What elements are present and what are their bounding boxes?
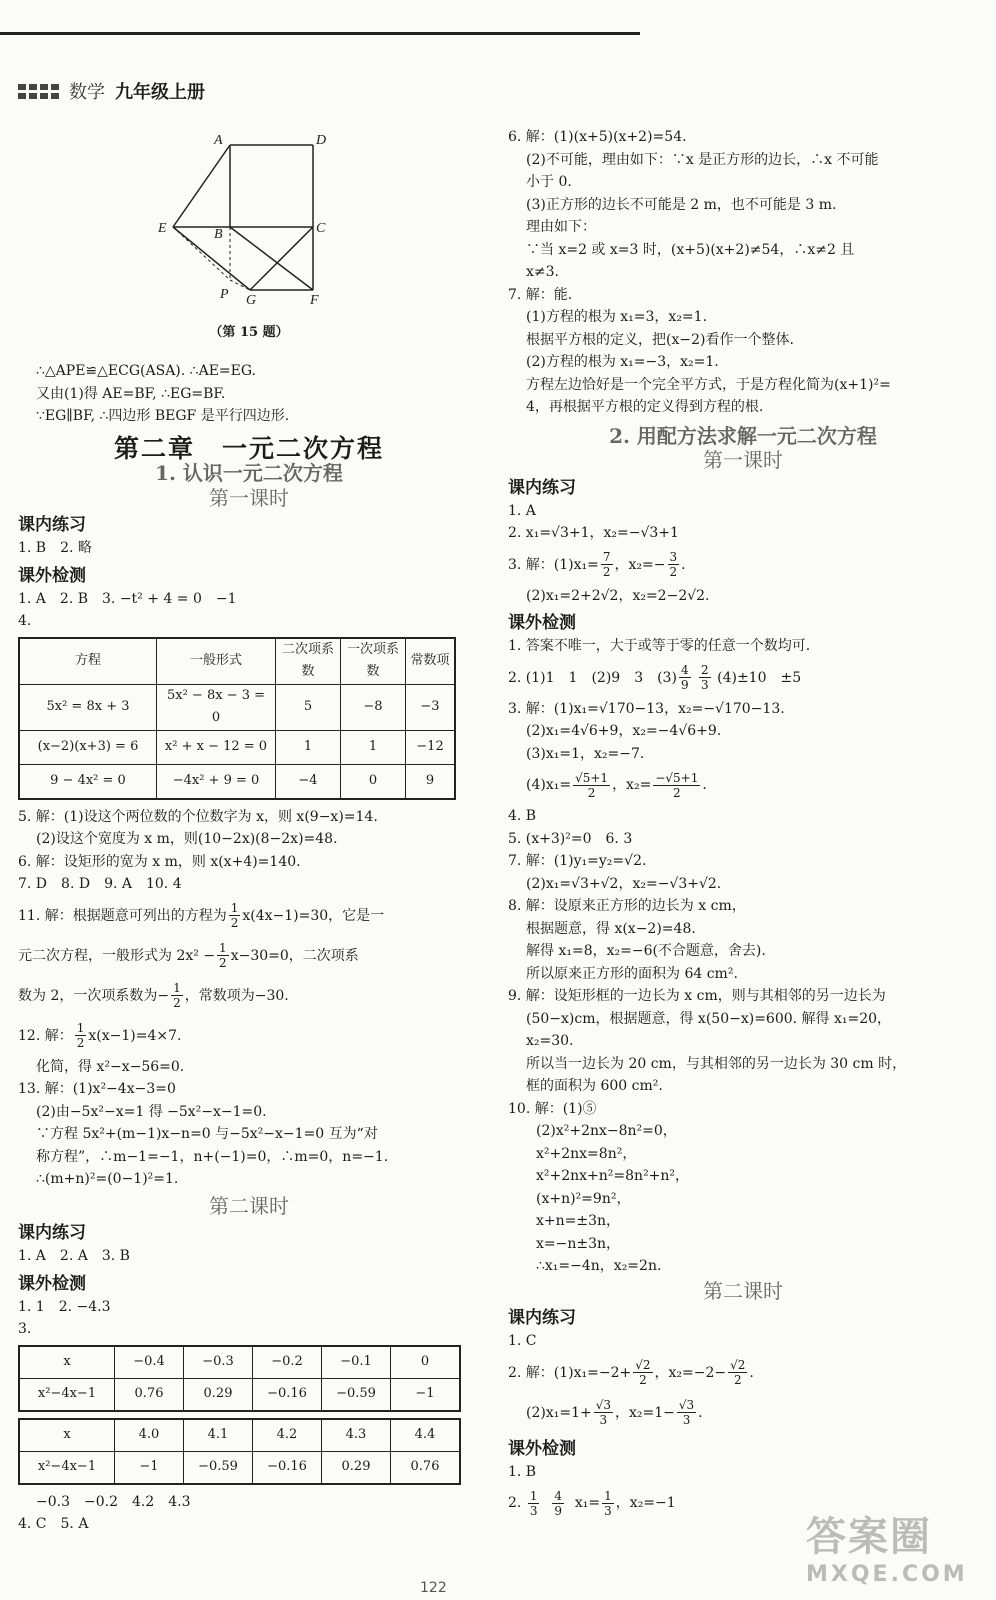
- answer-line: 9. 解：设矩形框的一边长为 x cm，则与其相邻的另一边长为: [508, 988, 886, 1004]
- table-cell: −1: [391, 1378, 461, 1411]
- answer-line: 12. 解： $\frac{1}{2}$ x(x−1)=4×7.: [18, 1021, 182, 1050]
- section-title: 1. 认识一元二次方程: [155, 461, 343, 485]
- table-cell: 0.29: [184, 1378, 253, 1411]
- proof-line: 又由(1)得 AE=BF, ∴EG=BF.: [36, 385, 226, 402]
- lesson-title: 第一课时: [703, 448, 783, 472]
- table-cell: 9: [406, 764, 456, 799]
- answer-line: 1. A 2. A 3. B: [18, 1248, 130, 1264]
- label-C: C: [316, 221, 326, 236]
- answer-line: 4. C 5. A: [18, 1516, 89, 1532]
- table-cell: −3: [406, 684, 456, 730]
- table-cell: 0: [341, 764, 406, 799]
- answer-line: 方程左边恰好是一个完全平方式，于是方程化简为(x+1)²=: [526, 376, 891, 393]
- table-cell: −12: [406, 730, 456, 764]
- figure-caption: （第 15 题）: [209, 324, 289, 340]
- answer-line: x≠3.: [526, 264, 559, 280]
- left-column: [18, 120, 480, 1536]
- answer-line: (2)x₁=√3+√2，x₂=−√3+√2.: [526, 875, 722, 892]
- answer-line: (x+n)²=9n²，: [536, 1190, 631, 1207]
- table-cell: −0.2: [253, 1346, 322, 1379]
- answer-line: 7. 解：能.: [508, 286, 573, 303]
- answer-line: ∵当 x=2 或 x=3 时，(x+5)(x+2)≠54，∴x≠2 且: [526, 241, 855, 258]
- heading-after-class: 课外检测: [18, 565, 86, 586]
- table-cell: −0.3: [184, 1346, 253, 1379]
- answer-line: 2. 解：(1)x₁=−2+ $\frac{√2}{2}$ ，x₂=−2− $\frac{√2}{2}$ .: [508, 1358, 754, 1387]
- answer-line: x=−n±3n，: [536, 1235, 621, 1252]
- heading-in-class: 课内练习: [508, 477, 576, 498]
- table-cell: 0: [391, 1346, 461, 1379]
- answer-line: 所以原来正方形的面积为 64 cm².: [526, 965, 738, 982]
- table-header: 一次项系数: [341, 638, 406, 685]
- answer-line: (2)x₁=1+ $\frac{√3}{3}$ ，x₂=1− $\frac{√3}{3}$ .: [526, 1398, 703, 1427]
- lesson-title: 第一课时: [209, 485, 289, 510]
- table-cell: (x−2)(x+3) = 6: [19, 730, 157, 764]
- label-A: A: [214, 133, 223, 148]
- answer-line: ∵方程 5x²+(m−1)x−n=0 与−5x²−x−1=0 互为“对: [36, 1126, 378, 1142]
- answer-line: 解得 x₁=8，x₂=−6(不合题意，舍去).: [526, 943, 766, 959]
- table-cell: 5x² = 8x + 3: [19, 684, 157, 730]
- table-cell: −0.59: [322, 1378, 391, 1411]
- answer-line: 框的面积为 600 cm².: [526, 1078, 663, 1094]
- page-header: [18, 78, 205, 104]
- table-cell: x: [19, 1419, 115, 1452]
- page-number: 122: [420, 1580, 447, 1596]
- table-cell: 0.76: [115, 1378, 184, 1411]
- table-cell: 0.29: [322, 1451, 391, 1484]
- table-cell: −0.16: [253, 1378, 322, 1411]
- lesson-title: 第二课时: [703, 1278, 783, 1303]
- answer-line: (2)方程的根为 x₁=−3，x₂=1.: [526, 354, 719, 370]
- answer-line: 10. 解：(1)⑤: [508, 1100, 597, 1117]
- label-E: E: [158, 221, 167, 236]
- table-cell: 1: [276, 730, 341, 764]
- label-B: B: [214, 227, 223, 242]
- answer-line: 1. A 2. B 3. −t² + 4 = 0 −1: [18, 590, 237, 607]
- table-header: 二次项系数: [276, 638, 341, 685]
- answer-line: x₂=30.: [526, 1033, 574, 1049]
- proof-line: ∴△APE≌△ECG(ASA). ∴AE=EG.: [36, 363, 256, 379]
- answer-line: 称方程”，∴m−1=−1，n+(−1)=0，∴m=0，n=−1.: [36, 1148, 389, 1165]
- answer-line: (2)设这个宽度为 x m，则(10−2x)(8−2x)=48.: [36, 831, 338, 847]
- table-cell: 4.1: [184, 1419, 253, 1452]
- value-table-1: [18, 1345, 461, 1412]
- heading-after-class: 课外检测: [508, 613, 576, 633]
- geometry-figure: [18, 120, 480, 310]
- answer-line: x²+2nx=8n²，: [536, 1145, 637, 1162]
- section-title: 2. 用配方法求解一元二次方程: [609, 423, 877, 448]
- chapter-title: 第二章 一元二次方程: [113, 433, 384, 463]
- answer-line: ∴x₁=−4n，x₂=2n.: [536, 1258, 662, 1274]
- answer-line: 1. A: [508, 502, 536, 519]
- heading-in-class: 课内练习: [508, 1308, 576, 1328]
- answer-line: 5. (x+3)²=0 6. 3: [508, 830, 633, 847]
- top-rule: [0, 32, 640, 35]
- table-cell: −0.59: [184, 1451, 253, 1484]
- table-cell: 5: [276, 684, 341, 730]
- table-header: 一般形式: [157, 638, 276, 685]
- heading-after-class: 课外检测: [508, 1438, 576, 1459]
- table-cell: 9 − 4x² = 0: [19, 764, 157, 799]
- answer-line: (2)x₁=2+2√2，x₂=2−2√2.: [526, 587, 710, 604]
- heading-in-class: 课内练习: [18, 515, 86, 535]
- answer-line: 所以当一边长为 20 cm，与其相邻的另一边长为 30 cm 时，: [526, 1055, 907, 1072]
- answer-line: 6. 解：设矩形的宽为 x m，则 x(x+4)=140.: [18, 853, 301, 870]
- answer-line: (1)方程的根为 x₁=3，x₂=1.: [526, 309, 708, 325]
- table-cell: 4.0: [115, 1419, 184, 1452]
- answer-line: (2)不可能，理由如下：∵x 是正方形的边长，∴x 不可能: [526, 151, 879, 168]
- answer-line: x²+2nx+n²=8n²+n²，: [536, 1168, 690, 1184]
- answer-line: 根据平方根的定义，把(x−2)看作一个整体.: [526, 331, 794, 348]
- answer-line: 5. 解：(1)设这个两位数的个位数字为 x，则 x(9−x)=14.: [18, 808, 378, 825]
- right-column: [508, 126, 978, 1523]
- answer-line: 4，再根据平方根的定义得到方程的根.: [526, 399, 764, 415]
- answer-line: 1. C: [508, 1333, 537, 1349]
- answer-line: 4.: [18, 613, 32, 629]
- table-cell: −1: [115, 1451, 184, 1484]
- table-header: 方程: [19, 638, 157, 685]
- answer-line: 4. B: [508, 808, 537, 824]
- equation-table: [18, 637, 456, 800]
- answer-line: −0.3 −0.2 4.2 4.3: [36, 1493, 191, 1510]
- table-cell: −8: [341, 684, 406, 730]
- table-header: 常数项: [406, 638, 456, 685]
- table-cell: −4: [276, 764, 341, 799]
- answer-line: x+n=±3n，: [536, 1213, 621, 1229]
- heading-in-class: 课内练习: [18, 1223, 86, 1243]
- answer-line: (4)x₁= $\frac{√5+1}{2}$ ，x₂= $\frac{-√5+1}{2}$ .: [526, 770, 707, 800]
- answer-line: ∴(m+n)²=(0−1)²=1.: [36, 1171, 179, 1187]
- answer-line: 7. D 8. D 9. A 10. 4: [18, 876, 182, 892]
- answer-line: 1. 1 2. −4.3: [18, 1298, 111, 1315]
- label-F: F: [310, 293, 319, 308]
- answer-line: 7. 解：(1)y₁=y₂=√2.: [508, 853, 647, 869]
- label-G: G: [246, 293, 257, 308]
- table-cell: −4x² + 9 = 0: [157, 764, 276, 799]
- book-label: 九年级上册: [115, 82, 205, 103]
- answer-line: 化简，得 x²−x−56=0.: [36, 1058, 185, 1075]
- answer-line: 2. $\frac{1}{3}$ $\frac{4}{9}$ x₁= $\frac{1}{3}$ ，x₂=−1: [508, 1488, 676, 1518]
- table-cell: 5x² − 8x − 3 = 0: [157, 684, 276, 730]
- table-cell: 1: [341, 730, 406, 764]
- answer-line: 小于 0.: [526, 174, 572, 190]
- answer-line: 根据题意，得 x(x−2)=48.: [526, 920, 696, 937]
- answer-line: (2)x²+2nx−8n²=0，: [536, 1123, 677, 1139]
- answer-line: (50−x)cm，根据题意，得 x(50−x)=600. 解得 x₁=20，: [526, 1010, 892, 1027]
- table-cell: x²−4x−1: [19, 1451, 115, 1484]
- answer-line: 1. B: [508, 1463, 537, 1480]
- value-table-2: [18, 1418, 461, 1485]
- table-cell: 4.3: [322, 1419, 391, 1452]
- answer-line: 1. B 2. 略: [18, 540, 92, 556]
- subject-label: 数学: [69, 82, 105, 103]
- answer-line: 6. 解：(1)(x+5)(x+2)=54.: [508, 129, 687, 145]
- answer-line: 13. 解：(1)x²−4x−3=0: [18, 1081, 176, 1097]
- answer-line: 理由如下：: [526, 219, 596, 235]
- answer-line: 数为 2，一次项系数为− $\frac{1}{2}$ ，常数项为−30.: [18, 981, 289, 1010]
- answer-line: (2)由−5x²−x=1 得 −5x²−x−1=0.: [36, 1103, 267, 1120]
- answer-line: 8. 解：设原来正方形的边长为 x cm，: [508, 898, 746, 914]
- table-cell: 4.2: [253, 1419, 322, 1452]
- table-cell: 4.4: [391, 1419, 461, 1452]
- table-cell: x² + x − 12 = 0: [157, 730, 276, 764]
- table-cell: 0.76: [391, 1451, 461, 1484]
- answer-line: 2. x₁=√3+1，x₂=−√3+1: [508, 525, 679, 541]
- header-dots-icon: [18, 84, 59, 99]
- answer-line: 2. (1)1 1 (2)9 3 (3) $\frac{4}{9}$ $\frac{2}{3}$ (4)±10 ±5: [508, 663, 802, 692]
- table-cell: x²−4x−1: [19, 1378, 115, 1411]
- answer-line: 11. 解：根据题意可列出的方程为 $\frac{1}{2}$ x(4x−1)=30，它是一: [18, 901, 385, 930]
- table-cell: −0.4: [115, 1346, 184, 1379]
- label-P: P: [220, 287, 229, 302]
- answer-line: (3)正方形的边长不可能是 2 m，也不可能是 3 m.: [526, 196, 837, 213]
- watermark-logo: 答案圈 MXQE.COM: [806, 1514, 968, 1587]
- table-cell: −0.16: [253, 1451, 322, 1484]
- table-cell: x: [19, 1346, 115, 1379]
- heading-after-class: 课外检测: [18, 1273, 86, 1294]
- table-cell: −0.1: [322, 1346, 391, 1379]
- lesson-title: 第二课时: [209, 1193, 289, 1218]
- answer-line: 1. 答案不唯一，大于或等于零的任意一个数均可.: [508, 638, 811, 654]
- answer-line: 3. 解：(1)x₁= $\frac{7}{2}$ ，x₂=− $\frac{3}{2}$ .: [508, 550, 686, 579]
- answer-line: (2)x₁=4√6+9，x₂=−4√6+9.: [526, 723, 722, 739]
- answer-line: 3.: [18, 1321, 32, 1337]
- answer-line: (3)x₁=1，x₂=−7.: [526, 745, 645, 762]
- answer-line: 3. 解：(1)x₁=√170−13，x₂=−√170−13.: [508, 700, 785, 717]
- label-D: D: [316, 133, 327, 148]
- answer-line: 元二次方程，一般形式为 2x² − $\frac{1}{2}$ x−30=0，二次项系: [18, 941, 359, 970]
- proof-line: ∵EG∥BF, ∴四边形 BEGF 是平行四边形.: [36, 408, 290, 424]
